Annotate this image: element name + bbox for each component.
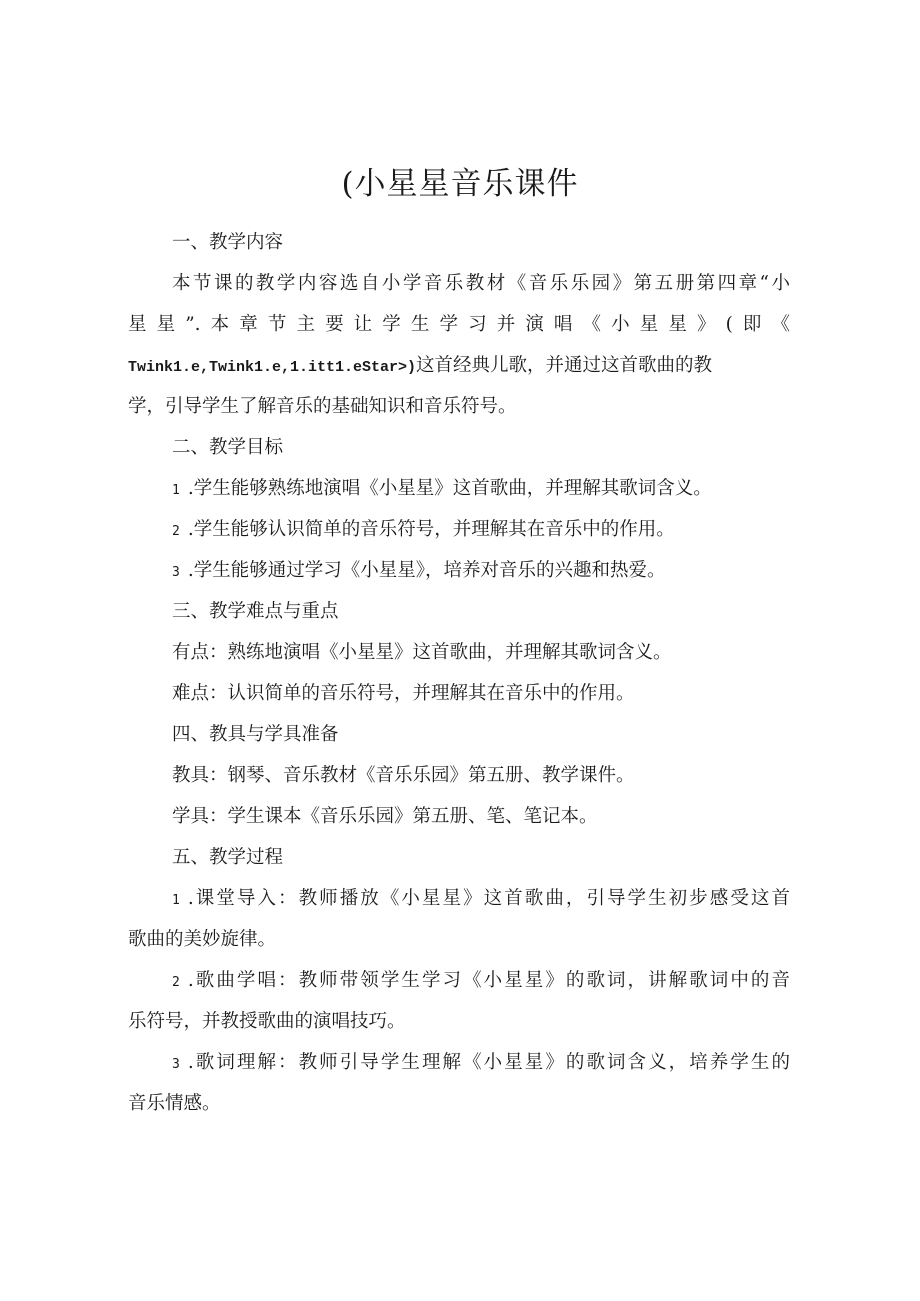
list-text: .学生能够熟练地演唱《小星星》这首歌曲，并理解其歌词含义。 [187, 478, 712, 499]
paragraph-line: 星星”.本章节主要让学生学习并演唱《小星星》(即《 [128, 314, 790, 335]
key-point-text: 有点：熟练地演唱《小星星》这首歌曲，并理解其歌词含义。 [172, 642, 672, 663]
step-text: .课堂导入：教师播放《小星星》这首歌曲，引导学生初步感受这首 [187, 888, 790, 909]
section-heading-process: 五、教学过程 [172, 847, 284, 868]
step-text: .歌曲学唱：教师带领学生学习《小星星》的歌词，讲解歌词中的音 [187, 970, 790, 991]
document-title: (小星星音乐课件 [341, 166, 579, 202]
step-line: 乐符号，并教授歌曲的演唱技巧。 [128, 1011, 406, 1032]
list-text: .学生能够认识简单的音乐符号，并理解其在音乐中的作用。 [187, 519, 675, 540]
step-line: 歌曲的美妙旋律。 [128, 929, 277, 950]
section-heading-content: 一、教学内容 [172, 232, 284, 253]
step-line [128, 960, 790, 1001]
list-text: .学生能够通过学习《小星星》，培养对音乐的兴趣和热爱。 [187, 560, 666, 581]
document-body [128, 222, 790, 1124]
section-heading-goals: 二、教学目标 [172, 437, 284, 458]
paragraph-text: 这首经典儿歌，并通过这首歌曲的教 [416, 355, 713, 376]
section-heading-keypoints: 三、教学难点与重点 [172, 601, 339, 622]
student-tools-text: 学具：学生课本《音乐乐园》第五册、笔、笔记本。 [172, 806, 598, 827]
list-item [128, 550, 790, 591]
step-number: 2 [172, 975, 180, 990]
song-title-latin: Twink1.e,Twink1.e,1.itt1.eStar>) [128, 359, 417, 376]
step-line [128, 1042, 790, 1083]
list-number: 1 [172, 483, 180, 498]
list-item [128, 468, 790, 509]
paragraph-line-mixed [128, 345, 790, 386]
paragraph-line: 本节课的教学内容选自小学音乐教材《音乐乐园》第五册第四章“小 [172, 273, 790, 294]
paragraph-line: 学，引导学生了解音乐的基础知识和音乐符号。 [128, 396, 517, 417]
difficulty-text: 难点：认识简单的音乐符号，并理解其在音乐中的作用。 [172, 683, 635, 704]
step-number: 1 [172, 893, 180, 908]
teacher-tools-text: 教具：钢琴、音乐教材《音乐乐园》第五册、教学课件。 [172, 765, 635, 786]
list-number: 3 [172, 565, 180, 580]
step-line: 音乐情感。 [128, 1093, 221, 1114]
step-line [128, 878, 790, 919]
section-heading-tools: 四、教具与学具准备 [172, 724, 339, 745]
step-text: .歌词理解：教师引导学生理解《小星星》的歌词含义，培养学生的 [187, 1052, 790, 1073]
step-number: 3 [172, 1057, 180, 1072]
list-item [128, 509, 790, 550]
list-number: 2 [172, 524, 180, 539]
